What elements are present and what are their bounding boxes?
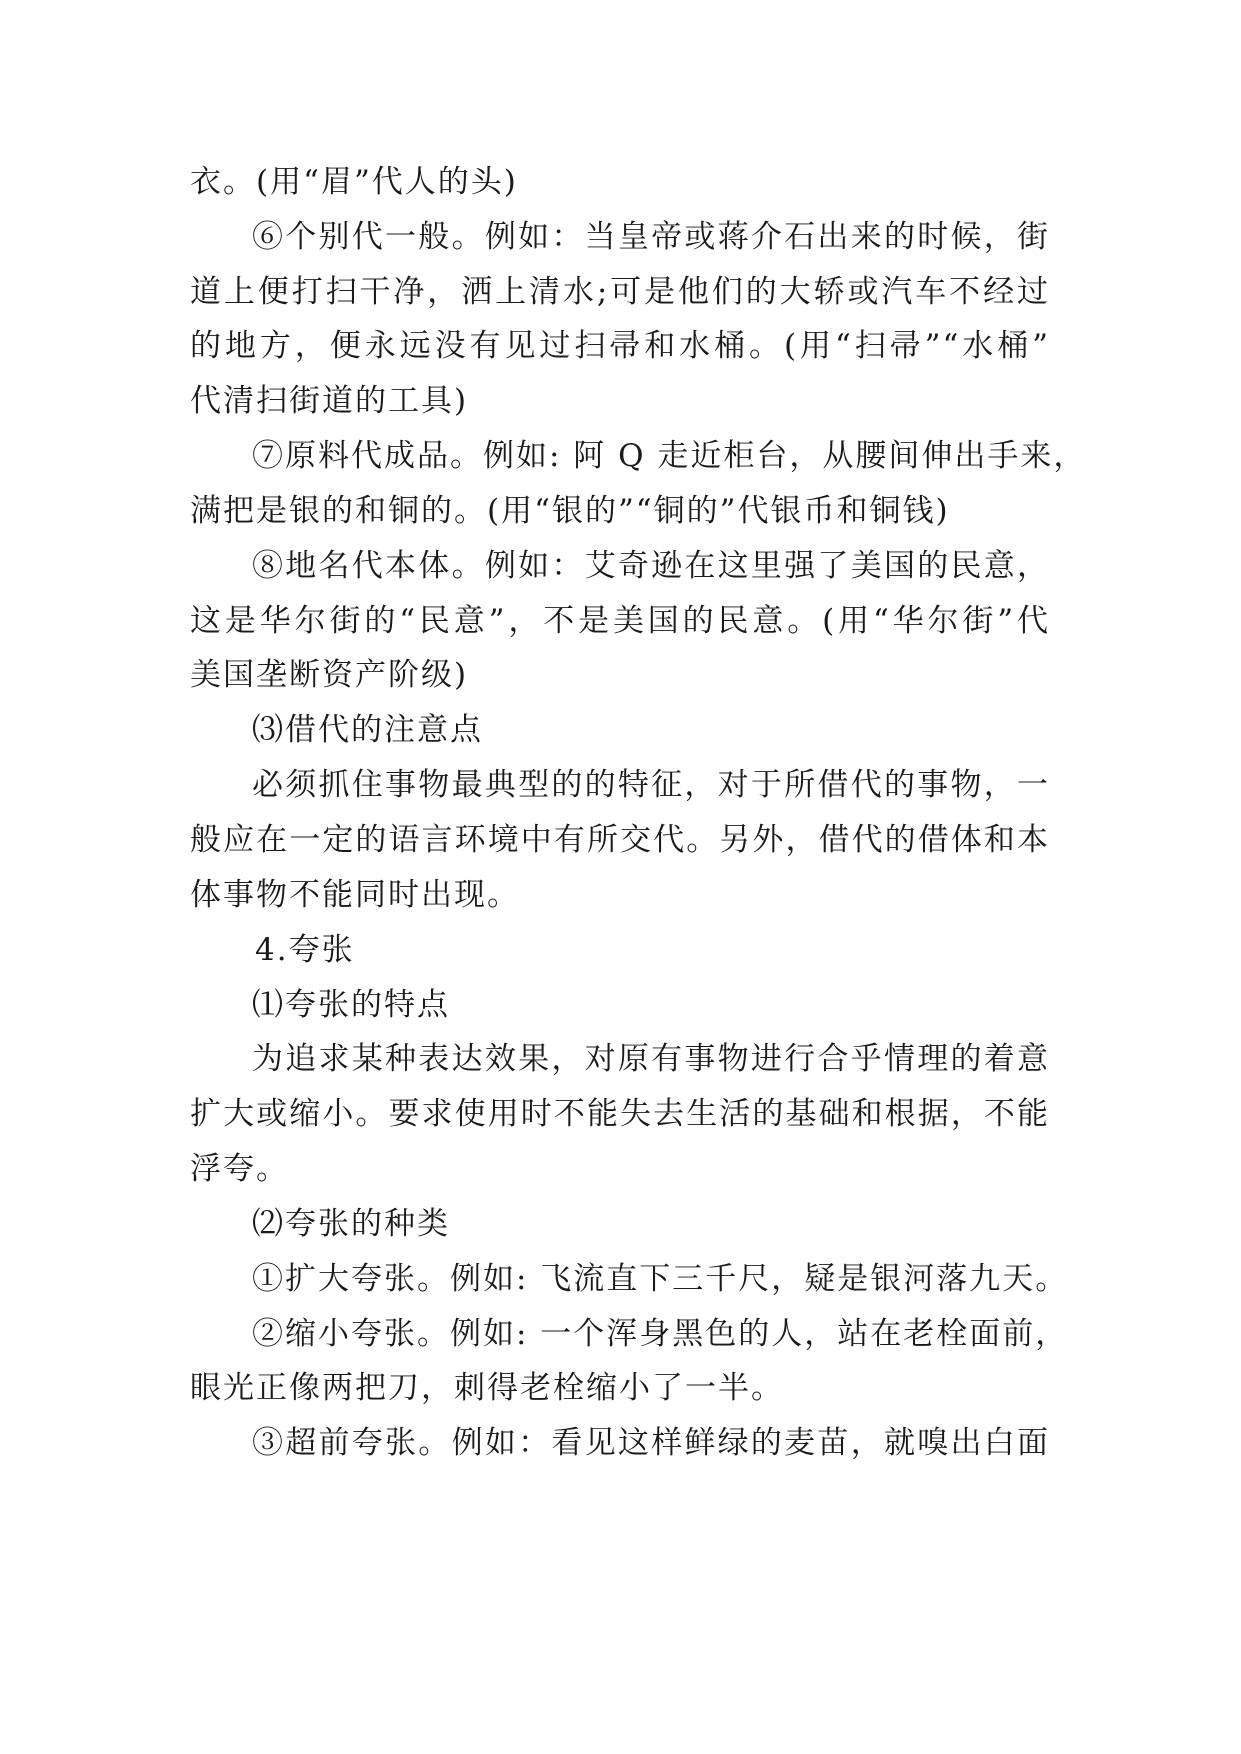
section-heading: ⑴夸张的特点: [252, 987, 450, 1023]
text-line: 道上便打扫干净，洒上清水;可是他们的大轿或汽车不经过: [190, 274, 1050, 310]
text-line: ⑧地名代本体。例如：艾奇逊在这里强了美国的民意，: [252, 548, 1050, 584]
text-line: ⑥个别代一般。例如：当皇帝或蒋介石出来的时候，街: [252, 219, 1050, 255]
text-line: 体事物不能同时出现。: [190, 877, 520, 913]
text-line: 代清扫街道的工具): [190, 383, 469, 419]
text-line: ③超前夸张。例如：看见这样鲜绿的麦苗，就嗅出白面: [252, 1425, 1050, 1461]
text-line: 眼光正像两把刀，刺得老栓缩小了一半。: [190, 1370, 784, 1406]
section-heading: ⑵夸张的种类: [252, 1206, 450, 1242]
text-line: 美国垄断资产阶级): [190, 657, 469, 693]
text-line: ①扩大夸张。例如: 飞流直下三千尺，疑是银河落九天。: [252, 1261, 1069, 1297]
section-heading: 4.夸张: [255, 932, 355, 968]
text-line: 这是华尔街的“民意”，不是美国的民意。(用“华尔街”代: [190, 603, 1050, 639]
text-line: 衣。(用“眉”代人的头): [190, 164, 518, 200]
text-line: ⑦原料代成品。例如: 阿 Q 走近柜台，从腰间伸出手来，: [252, 438, 1087, 474]
text-line: 般应在一定的语言环境中有所交代。另外，借代的借体和本: [190, 822, 1050, 858]
text-line: 满把是银的和铜的。(用“银的”“铜的”代银币和铜钱): [190, 493, 950, 529]
text-line: 的地方，便永远没有见过扫帚和水桶。(用“扫帚”“水桶”: [190, 328, 1050, 364]
text-line: 必须抓住事物最典型的的特征，对于所借代的事物，一: [252, 767, 1050, 803]
section-heading: ⑶借代的注意点: [252, 712, 483, 748]
text-line: 为追求某种表达效果，对原有事物进行合乎情理的着意: [252, 1041, 1050, 1077]
text-line: 浮夸。: [190, 1151, 289, 1187]
text-line: 扩大或缩小。要求使用时不能失去生活的基础和根据，不能: [190, 1096, 1050, 1132]
text-line: ②缩小夸张。例如: 一个浑身黑色的人，站在老栓面前，: [252, 1316, 1069, 1352]
